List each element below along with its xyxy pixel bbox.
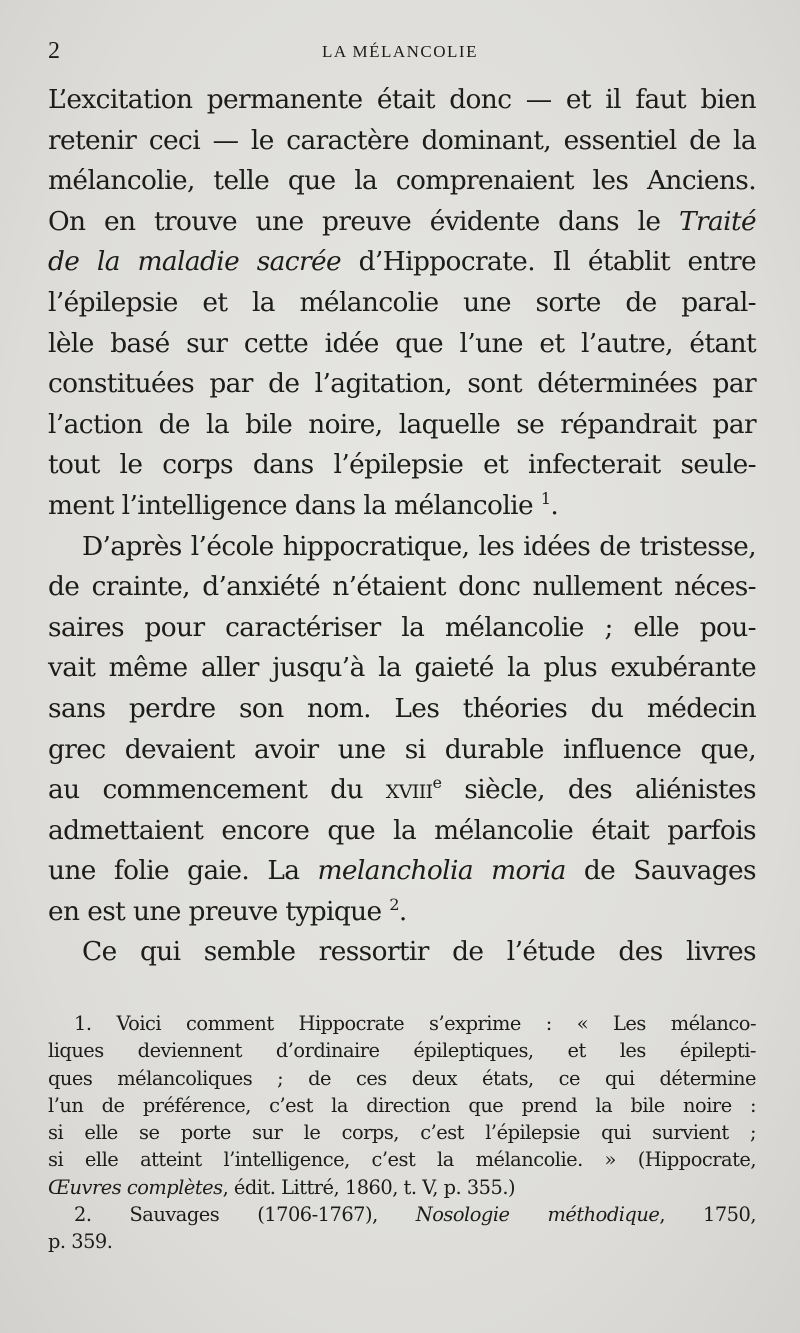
running-head — [48, 38, 752, 68]
text-fragment: 2. Sauvages (1706-1767), — [74, 1203, 416, 1227]
footnote-line: liques deviennent d’ordinaire épileptiques, et les épilepti- — [48, 1039, 756, 1063]
main-text — [48, 80, 756, 973]
text-line: D’après l’école hippocratique, les idées de tristesse, — [82, 530, 756, 562]
text-line: Ce qui semble ressortir de l’étude des livres — [82, 936, 756, 968]
text-fragment: . — [398, 895, 407, 927]
century-numeral: XVIII — [385, 781, 433, 804]
text-line — [48, 242, 756, 283]
text-fragment: au commencement du — [48, 774, 386, 806]
footnote-reference: 2 — [389, 895, 399, 915]
book-title-italic: Œuvres complètes — [48, 1175, 223, 1199]
text-line: vait même aller jusqu’à la gaieté la plus exubérante — [48, 652, 756, 684]
book-title-italic: Traité — [678, 205, 756, 237]
text-line: l’action de la bile noire, laquelle se répandrait par — [48, 408, 756, 440]
text-line: mélancolie, telle que la comprenaient les Anciens. — [48, 165, 756, 197]
text-line: tout le corps dans l’épilepsie et infecterait seule- — [48, 449, 756, 481]
text-line: retenir ceci — le caractère dominant, essentiel de la — [48, 124, 756, 156]
text-fragment: , édit. Littré, 1860, t. V, p. 355.) — [222, 1175, 516, 1199]
text-line: sans perdre son nom. Les théories du médecin — [48, 692, 756, 724]
footnote-line: ques mélancoliques ; de ces deux états, ce qui détermine — [48, 1066, 756, 1090]
text-line — [48, 202, 756, 243]
text-line: constituées par de l’agitation, sont déterminées par — [48, 368, 756, 400]
text-line: L’excitation permanente était donc — et il faut bien — [48, 84, 756, 115]
footnote-line — [48, 1174, 756, 1201]
text-line: grec devaient avoir une si durable influence que, — [48, 733, 756, 765]
footnote-line: si elle atteint l’intelligence, c’est la mélancolie. » (Hippocrate, — [48, 1148, 756, 1172]
text-fragment: d’Hippocrate. Il établit entre — [341, 246, 756, 278]
text-line — [48, 486, 756, 527]
footnote-line: si elle se porte sur le corps, c’est l’épilepsie qui survient ; — [48, 1121, 756, 1145]
footnote-line — [48, 1201, 756, 1228]
text-line: lèle basé sur cette idée que l’une et l’autre, étant — [48, 327, 756, 359]
page-number: 2 — [48, 38, 60, 64]
text-line — [48, 892, 756, 933]
text-fragment: en est une preuve typique — [48, 895, 390, 927]
book-title-italic: de la maladie sacrée — [48, 246, 342, 278]
text-line: saires pour caractériser la mélancolie ; elle pou- — [48, 611, 756, 643]
text-line — [48, 851, 756, 892]
text-line: de crainte, d’anxiété n’étaient donc nullement néces- — [48, 571, 756, 603]
text-fragment: . — [550, 489, 559, 521]
text-fragment: siècle, des aliénistes — [441, 774, 756, 806]
book-title-italic: Nosologie méthodique — [415, 1203, 660, 1227]
text-fragment: , 1750, — [659, 1203, 756, 1227]
footnotes — [48, 1010, 756, 1256]
running-head-title: LA MÉLANCOLIE — [322, 42, 478, 61]
text-fragment: ment l’intelligence dans la mélancolie — [48, 489, 541, 521]
footnote-reference: 1 — [540, 489, 551, 509]
footnote-line: l’un de préférence, c’est la direction que prend la bile noire : — [48, 1093, 756, 1117]
footnote-line: p. 359. — [48, 1230, 113, 1254]
text-line: l’épilepsie et la mélancolie une sorte de paral- — [48, 286, 756, 318]
text-line — [48, 770, 756, 811]
term-italic: melancholia moria — [317, 855, 566, 887]
text-fragment: une folie gaie. La — [48, 855, 318, 887]
text-fragment: de Sauvages — [565, 855, 756, 887]
text-fragment: On en trouve une preuve évidente dans le — [48, 205, 679, 237]
footnote-line: 1. Voici comment Hippocrate s’exprime : « Les mélanco- — [74, 1012, 756, 1035]
ordinal-superscript: e — [432, 773, 442, 793]
text-line: admettaient encore que la mélancolie était parfois — [48, 814, 756, 846]
